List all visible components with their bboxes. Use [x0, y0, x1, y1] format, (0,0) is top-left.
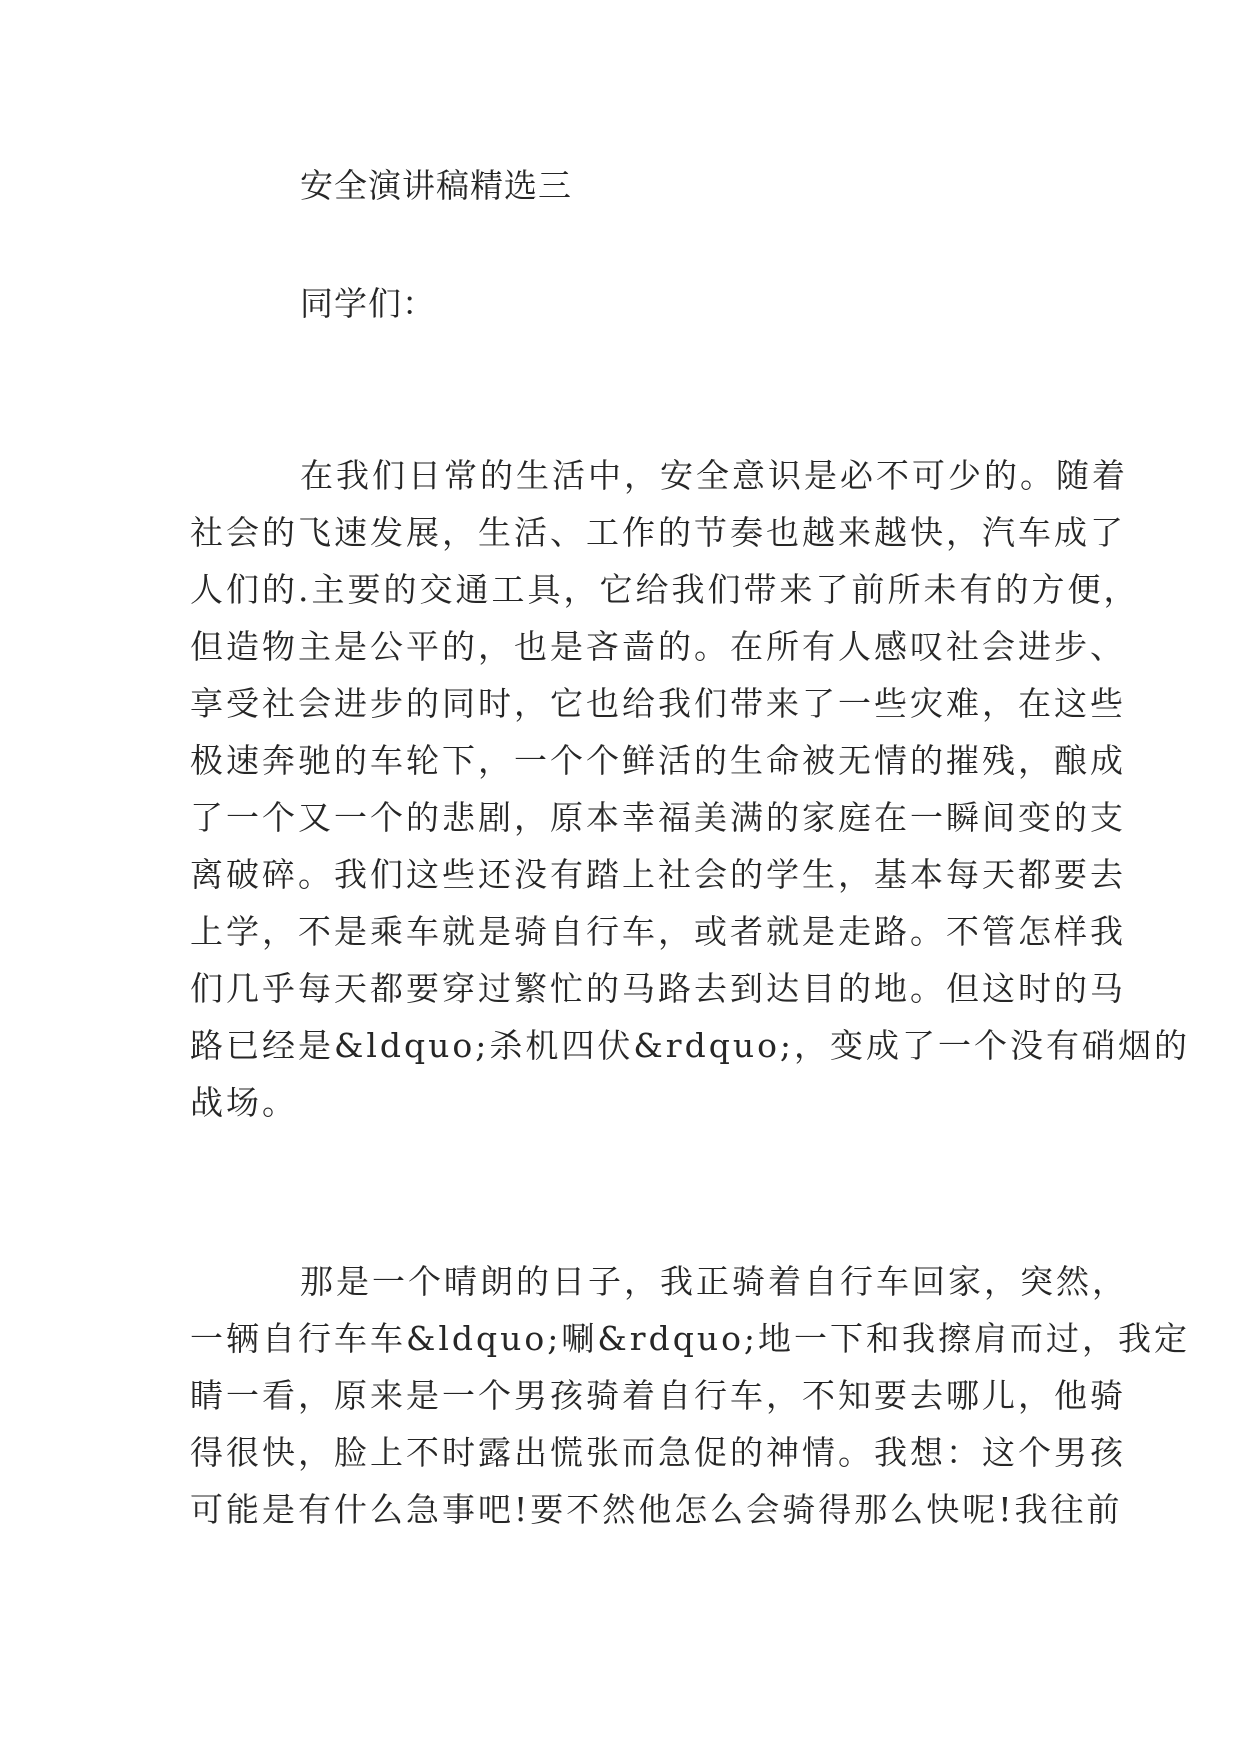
paragraph-line: 人们的.主要的交通工具，它给我们带来了前所未有的方便， — [190, 570, 1140, 609]
greeting: 同学们： — [300, 284, 436, 323]
paragraph-line: 战场。 — [190, 1083, 298, 1122]
paragraph-line: 得很快，脸上不时露出慌张而急促的神情。我想：这个男孩 — [190, 1433, 1126, 1472]
paragraph-line: 一辆自行车车&ldquo;唰&rdquo;地一下和我擦肩而过，我定 — [190, 1319, 1191, 1358]
paragraph-line: 了一个又一个的悲剧，原本幸福美满的家庭在一瞬间变的支 — [190, 798, 1126, 837]
paragraph-line: 们几乎每天都要穿过繁忙的马路去到达目的地。但这时的马 — [190, 969, 1126, 1008]
paragraph-line: 但造物主是公平的，也是吝啬的。在所有人感叹社会进步、 — [190, 627, 1126, 666]
paragraph-line: 上学，不是乘车就是骑自行车，或者就是走路。不管怎样我 — [190, 912, 1126, 951]
paragraph-line: 在我们日常的生活中，安全意识是必不可少的。随着 — [300, 456, 1128, 495]
paragraph-line: 社会的飞速发展，生活、工作的节奏也越来越快，汽车成了 — [190, 513, 1126, 552]
document-title: 安全演讲稿精选三 — [300, 166, 572, 205]
paragraph-line: 享受社会进步的同时，它也给我们带来了一些灾难，在这些 — [190, 684, 1126, 723]
paragraph-line: 睛一看，原来是一个男孩骑着自行车，不知要去哪儿，他骑 — [190, 1376, 1126, 1415]
paragraph-line: 极速奔驰的车轮下，一个个鲜活的生命被无情的摧残，酿成 — [190, 741, 1126, 780]
paragraph-line: 那是一个晴朗的日子，我正骑着自行车回家，突然， — [300, 1262, 1128, 1301]
paragraph-line: 路已经是&ldquo;杀机四伏&rdquo;，变成了一个没有硝烟的 — [190, 1026, 1191, 1065]
paragraph-line: 可能是有什么急事吧!要不然他怎么会骑得那么快呢!我往前 — [190, 1490, 1123, 1529]
paragraph-line: 离破碎。我们这些还没有踏上社会的学生，基本每天都要去 — [190, 855, 1126, 894]
